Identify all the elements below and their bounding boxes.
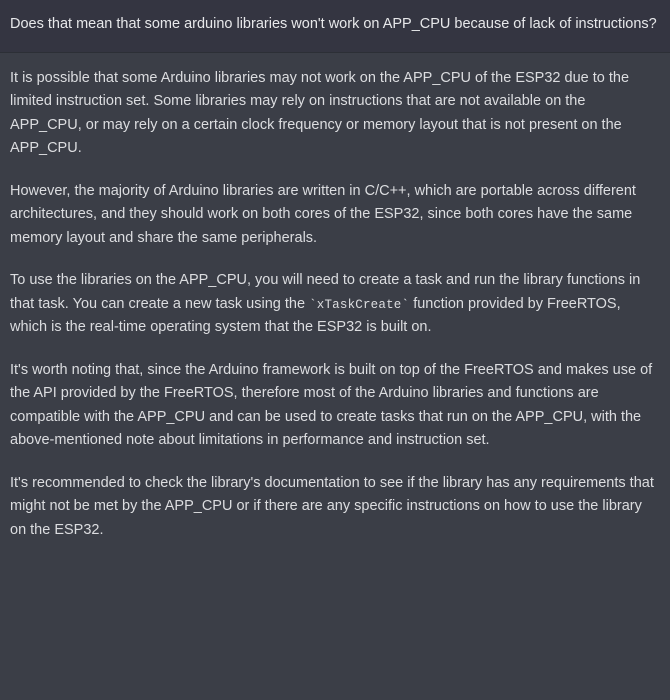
assistant-paragraph-2: However, the majority of Arduino libraries are written in C/C++, which are portable across different architectures, and they should work on both cores of the ESP32, since both cores have the same memory layout and share the same peripherals.: [10, 182, 636, 246]
assistant-paragraph-3: [10, 269, 658, 339]
code-paragraph-after: function provided by FreeRTOS, which is the real-time operating system that the ESP32 is built on.: [10, 295, 621, 336]
inline-code-xtaskcreate: `xTaskCreate`: [309, 297, 410, 312]
assistant-paragraph-1: It is possible that some Arduino libraries may not work on the APP_CPU of the ESP32 due to the limited instruction set. Some libraries may rely on instructions that are not available on the APP_CPU, or may rely on a certain clock frequency or memory layout that is not present on the APP_CPU.: [10, 69, 630, 157]
assistant-message: [0, 53, 670, 700]
user-message-text: Does that mean that some arduino libraries won't work on APP_CPU because of lack of instructions?: [10, 16, 657, 32]
assistant-paragraph-5: It's recommended to check the library's documentation to see if the library has any requirements that might not be met by the APP_CPU or if there are any specific instructions on how to use the library on the ESP32.: [10, 474, 654, 538]
user-message: [0, 0, 670, 52]
assistant-paragraph-4: It's worth noting that, since the Arduino framework is built on top of the FreeRTOS and makes use of the API provided by the FreeRTOS, therefore most of the Arduino libraries and functions are compatible with the APP_CPU and can be used to create tasks that run on the APP_CPU, with the above-mentioned note about limitations in performance and instruction set.: [10, 361, 653, 449]
code-paragraph-before: To use the libraries on the APP_CPU, you will need to create a task and run the library functions in that task. You can create a new task using the: [10, 272, 641, 312]
